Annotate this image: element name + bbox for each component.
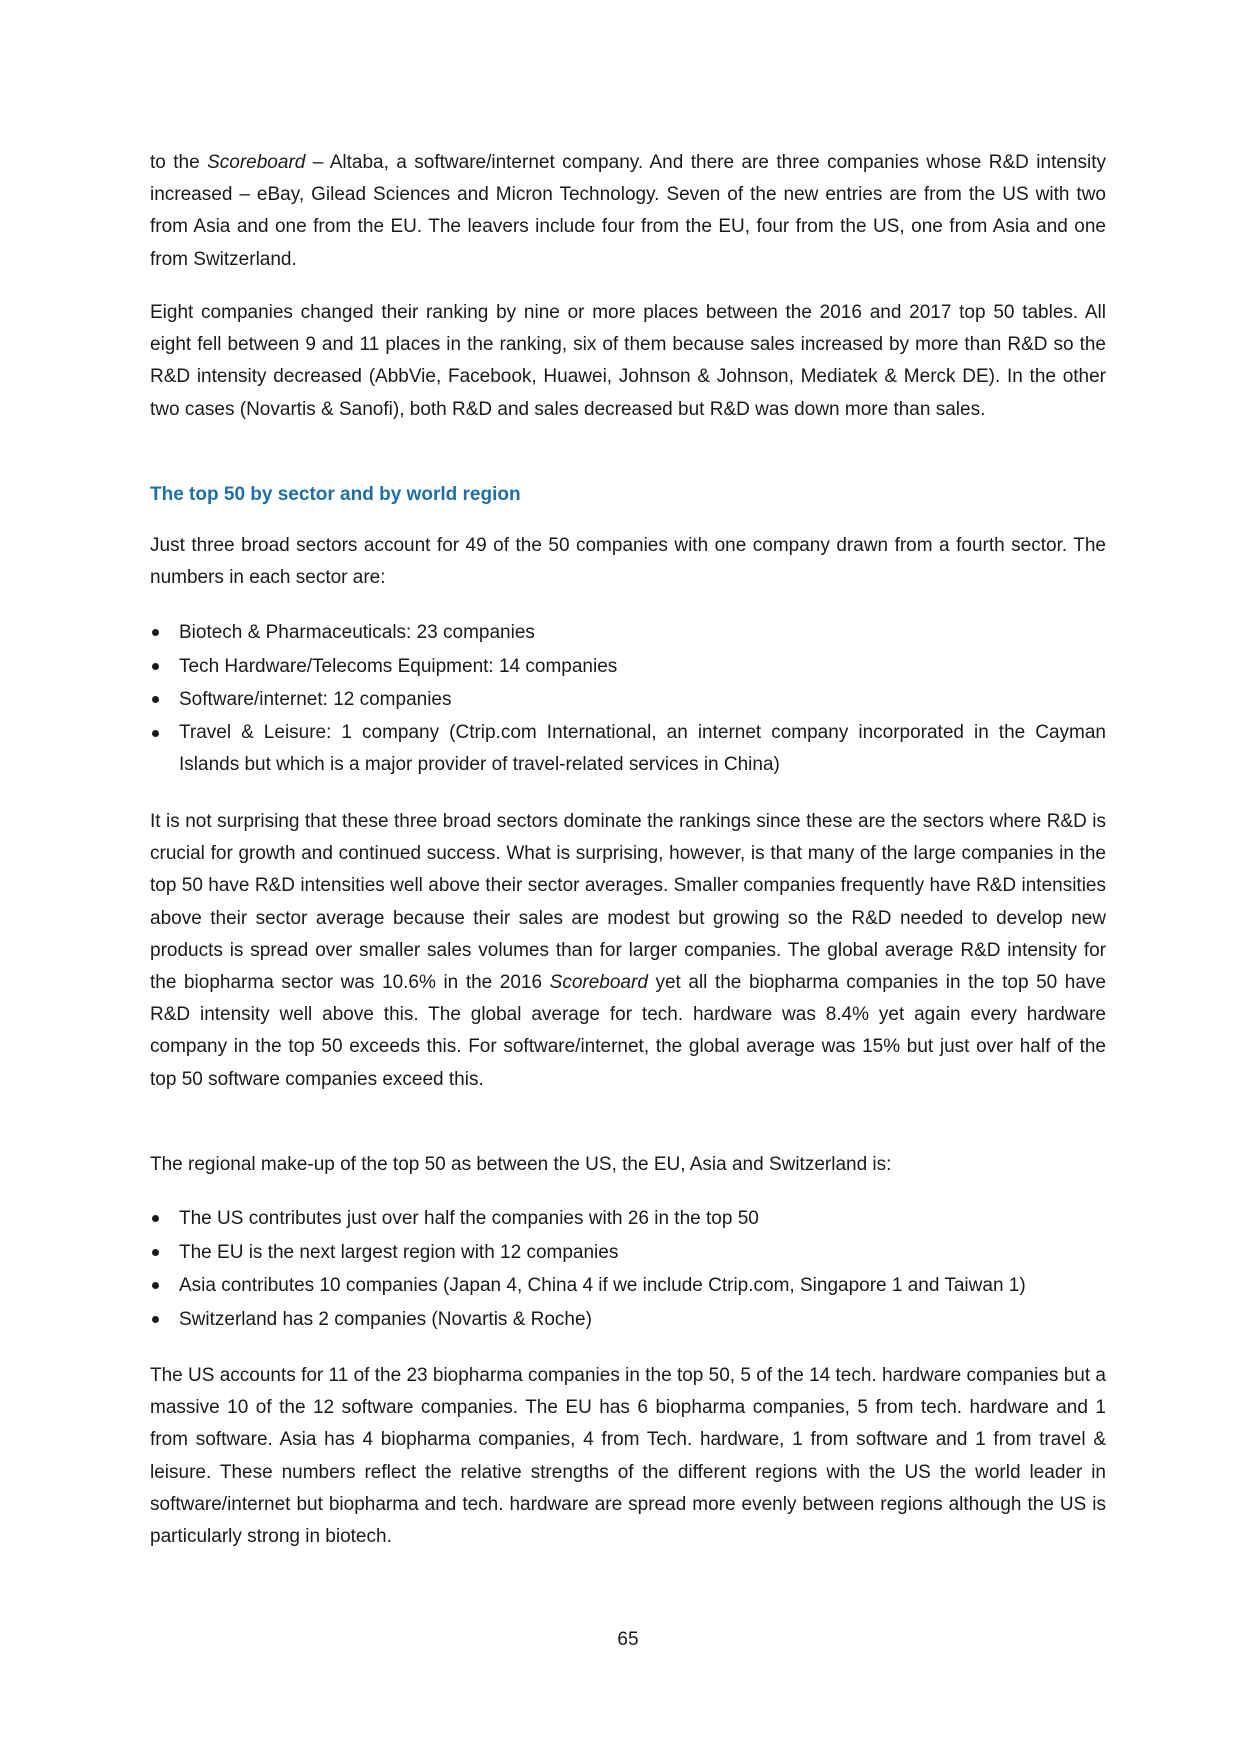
text: yet all the biopharma companies in the top 50 have R&D intensity well above this. The global average for tech. hardware was 8.4% yet again every hardware company in the top 50 exceeds this. For software/internet, the global average was 15% but just over half of the top 50 software companies exceed this. bbox=[150, 972, 1106, 1090]
section-heading: The top 50 by sector and by world region bbox=[150, 484, 521, 505]
text: Just three broad sectors account for 49 of the 50 companies with one company drawn from a fourth sector. The numbers in each sector are: bbox=[150, 535, 1106, 589]
paragraph-regional-analysis bbox=[150, 1360, 1106, 1553]
list-item: Software/internet: 12 companies bbox=[150, 683, 1106, 717]
list-item: Switzerland has 2 companies (Novartis & Roche) bbox=[150, 1303, 1106, 1337]
sector-list bbox=[150, 616, 1106, 781]
paragraph-ranking-changes bbox=[150, 297, 1106, 426]
list-item: Tech Hardware/Telecoms Equipment: 14 companies bbox=[150, 650, 1106, 684]
text: Eight companies changed their ranking by nine or more places between the 2016 and 2017 top 50 tables. All eight fell between 9 and 11 places in the ranking, six of them because sales increased by more than R&D so the R&D intensity decreased (AbbVie, Facebook, Huawei, Johnson & Johnson, Mediatek & Merck DE). In the other two cases (Novartis & Sanofi), both R&D and sales decreased but R&D was down more than sales. bbox=[150, 302, 1106, 420]
paragraph-sector-analysis bbox=[150, 806, 1106, 1096]
list-item: The EU is the next largest region with 12 companies bbox=[150, 1236, 1106, 1270]
text: The regional make-up of the top 50 as between the US, the EU, Asia and Switzerland is: bbox=[150, 1154, 892, 1175]
list-item: Asia contributes 10 companies (Japan 4, China 4 if we include Ctrip.com, Singapore 1 and Taiwan 1) bbox=[150, 1269, 1106, 1303]
list-item: Biotech & Pharmaceuticals: 23 companies bbox=[150, 616, 1106, 650]
list-item: The US contributes just over half the companies with 26 in the top 50 bbox=[150, 1202, 1106, 1236]
emphasis: Scoreboard bbox=[207, 152, 306, 173]
paragraph-sectors-intro bbox=[150, 530, 1106, 594]
emphasis: Scoreboard bbox=[549, 972, 648, 994]
paragraph-new-entries bbox=[150, 147, 1106, 276]
text: to the bbox=[150, 152, 208, 173]
text: It is not surprising that these three broad sectors dominate the rankings since these are the sectors where R&D is crucial for growth and continued success. What is surprising, however, is that many of the large companies in the top 50 have R&D intensities well above their sector averages. Smaller companies frequently have R&D intensities above their sector average because their sales are modest but growing so the R&D needed to develop new products is spread over smaller sales volumes than for larger companies. The global average R&D intensity for the biopharma sector was 10.6% in the 2016 bbox=[150, 811, 1106, 994]
list-item: Travel & Leisure: 1 company (Ctrip.com International, an internet company incorporated in the Cayman Islands but which is a major provider of travel-related services in China) bbox=[150, 717, 1106, 781]
text: The US accounts for 11 of the 23 biopharma companies in the top 50, 5 of the 14 tech. hardware companies but a massive 10 of the 12 software companies. The EU has 6 biopharma companies, 5 from tech. hardware and 1 from software. Asia has 4 biopharma companies, 4 from Tech. hardware, 1 from software and 1 from travel & leisure. These numbers reflect the relative strengths of the different regions with the US the world leader in software/internet but biopharma and tech. hardware are spread more evenly between regions although the US is particularly strong in biotech. bbox=[150, 1365, 1106, 1548]
region-list bbox=[150, 1202, 1106, 1336]
text: – Altaba, a software/internet company. And there are three companies whose R&D intensity increased – eBay, Gilead Sciences and Micron Technology. Seven of the new entries are from the US with two from Asia and one from the EU. The leavers include four from the EU, four from the US, one from Asia and one from Switzerland. bbox=[150, 152, 1106, 270]
page-number: 65 bbox=[617, 1629, 639, 1650]
paragraph-regions-intro bbox=[150, 1149, 1106, 1181]
